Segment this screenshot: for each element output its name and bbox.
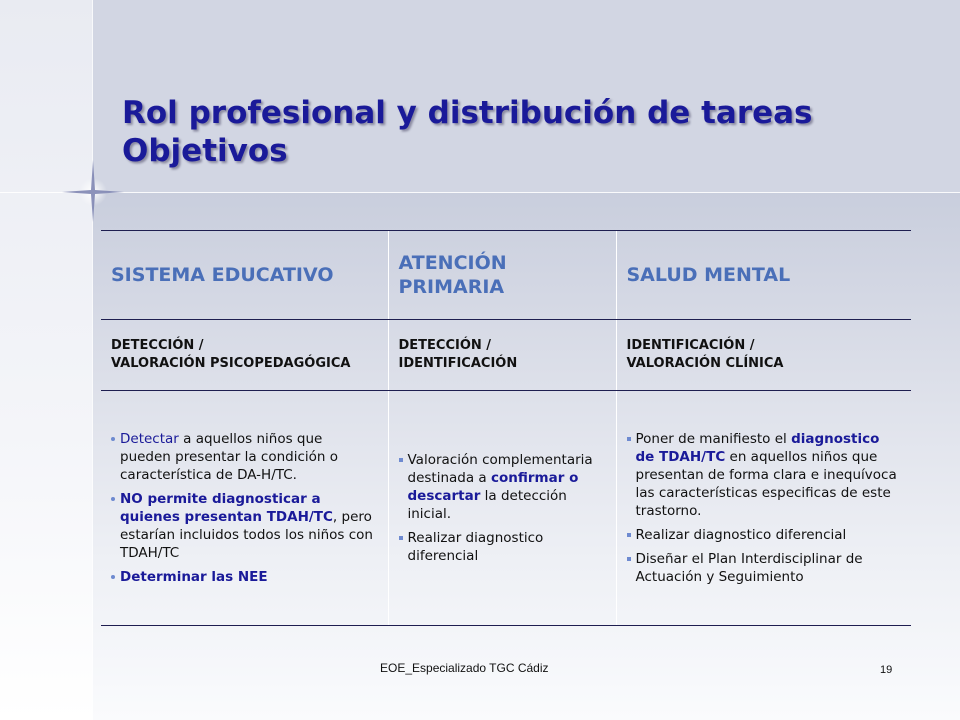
content-row bbox=[101, 391, 911, 626]
slide-footer: EOE_Especializado TGC Cádiz bbox=[380, 661, 549, 675]
col3-item1-emphasis: diagnostico de TDAH/TC bbox=[635, 431, 880, 465]
bullet-icon bbox=[111, 437, 115, 441]
subheader-row bbox=[101, 320, 911, 391]
header-sistema-educativo: SISTEMA EDUCATIVO bbox=[101, 231, 388, 320]
subheader-col2-line1: DETECCIÓN / bbox=[398, 338, 492, 353]
col3-item1-text-b: en aquellos niños que presentan de forma clara e inequívoca las características especificas de este trastorno. bbox=[635, 449, 897, 519]
col2-item1-emphasis: confirmar o descartar bbox=[407, 470, 579, 504]
bullet-icon bbox=[399, 458, 403, 462]
vertical-guide-line bbox=[92, 0, 93, 720]
content-col3 bbox=[616, 391, 911, 626]
left-background bbox=[0, 0, 92, 720]
header-row bbox=[101, 231, 911, 320]
col2-item2-text: Realizar diagnostico diferencial bbox=[407, 530, 544, 564]
subheader-col1-line1: DETECCIÓN / bbox=[111, 338, 204, 353]
col1-item1-text: a aquellos niños que pueden presentar la condición o característica de DA-H/TC. bbox=[120, 431, 338, 483]
subheader-col1 bbox=[101, 320, 388, 391]
bullet-icon bbox=[627, 557, 631, 561]
col2-item1-text-a: Valoración complementaria destinada a bbox=[407, 452, 593, 486]
bullet-icon bbox=[627, 533, 631, 537]
slide-title-line2: Objetivos bbox=[122, 133, 288, 169]
list-item bbox=[399, 451, 606, 523]
col2-list bbox=[399, 451, 606, 565]
col1-list bbox=[111, 430, 378, 586]
header-atencion-primaria: ATENCIÓN PRIMARIA bbox=[388, 231, 616, 320]
subheader-col2-line2: IDENTIFICACIÓN bbox=[398, 356, 518, 371]
col3-item2-text: Realizar diagnostico diferencial bbox=[635, 527, 847, 543]
subheader-col2 bbox=[388, 320, 616, 391]
sparkle-star-icon bbox=[60, 158, 126, 224]
page-number: 19 bbox=[880, 664, 893, 676]
col3-item3-text: Diseñar el Plan Interdisciplinar de Actuación y Seguimiento bbox=[635, 551, 863, 585]
subheader-col3-line2: VALORACIÓN CLÍNICA bbox=[626, 356, 784, 371]
col1-item2-emphasis: NO permite diagnosticar a quienes presentan TDAH/TC bbox=[120, 491, 333, 525]
col1-item1-emphasis: Detectar bbox=[120, 431, 179, 447]
bullet-icon bbox=[627, 437, 631, 441]
col3-item1-text-a: Poner de manifiesto el bbox=[635, 431, 792, 447]
bullet-icon bbox=[111, 575, 115, 579]
list-item bbox=[111, 430, 378, 484]
list-item bbox=[627, 550, 902, 586]
roles-table bbox=[101, 230, 911, 626]
horizontal-guide-line bbox=[0, 192, 960, 193]
subheader-col3-line1: IDENTIFICACIÓN / bbox=[626, 338, 755, 353]
subheader-col1-line2: VALORACIÓN PSICOPEDAGÓGICA bbox=[111, 356, 351, 371]
list-item bbox=[399, 529, 606, 565]
bullet-icon bbox=[111, 497, 115, 501]
col1-item2-text: , pero estarían incluidos todos los niños con TDAH/TC bbox=[120, 509, 373, 561]
content-col1 bbox=[101, 391, 388, 626]
subheader-col3 bbox=[616, 320, 911, 391]
list-item bbox=[111, 568, 378, 586]
col2-item1-text-b: la detección inicial. bbox=[407, 488, 567, 522]
content-col2 bbox=[388, 391, 616, 626]
list-item bbox=[627, 430, 902, 520]
slide-title bbox=[122, 94, 922, 170]
slide-title-line1: Rol profesional y distribución de tareas bbox=[122, 95, 813, 131]
header-salud-mental: SALUD MENTAL bbox=[616, 231, 911, 320]
col3-list bbox=[627, 430, 902, 586]
list-item bbox=[111, 490, 378, 562]
list-item bbox=[627, 526, 902, 544]
bullet-icon bbox=[399, 536, 403, 540]
col1-item3-emphasis: Determinar las NEE bbox=[120, 569, 268, 585]
